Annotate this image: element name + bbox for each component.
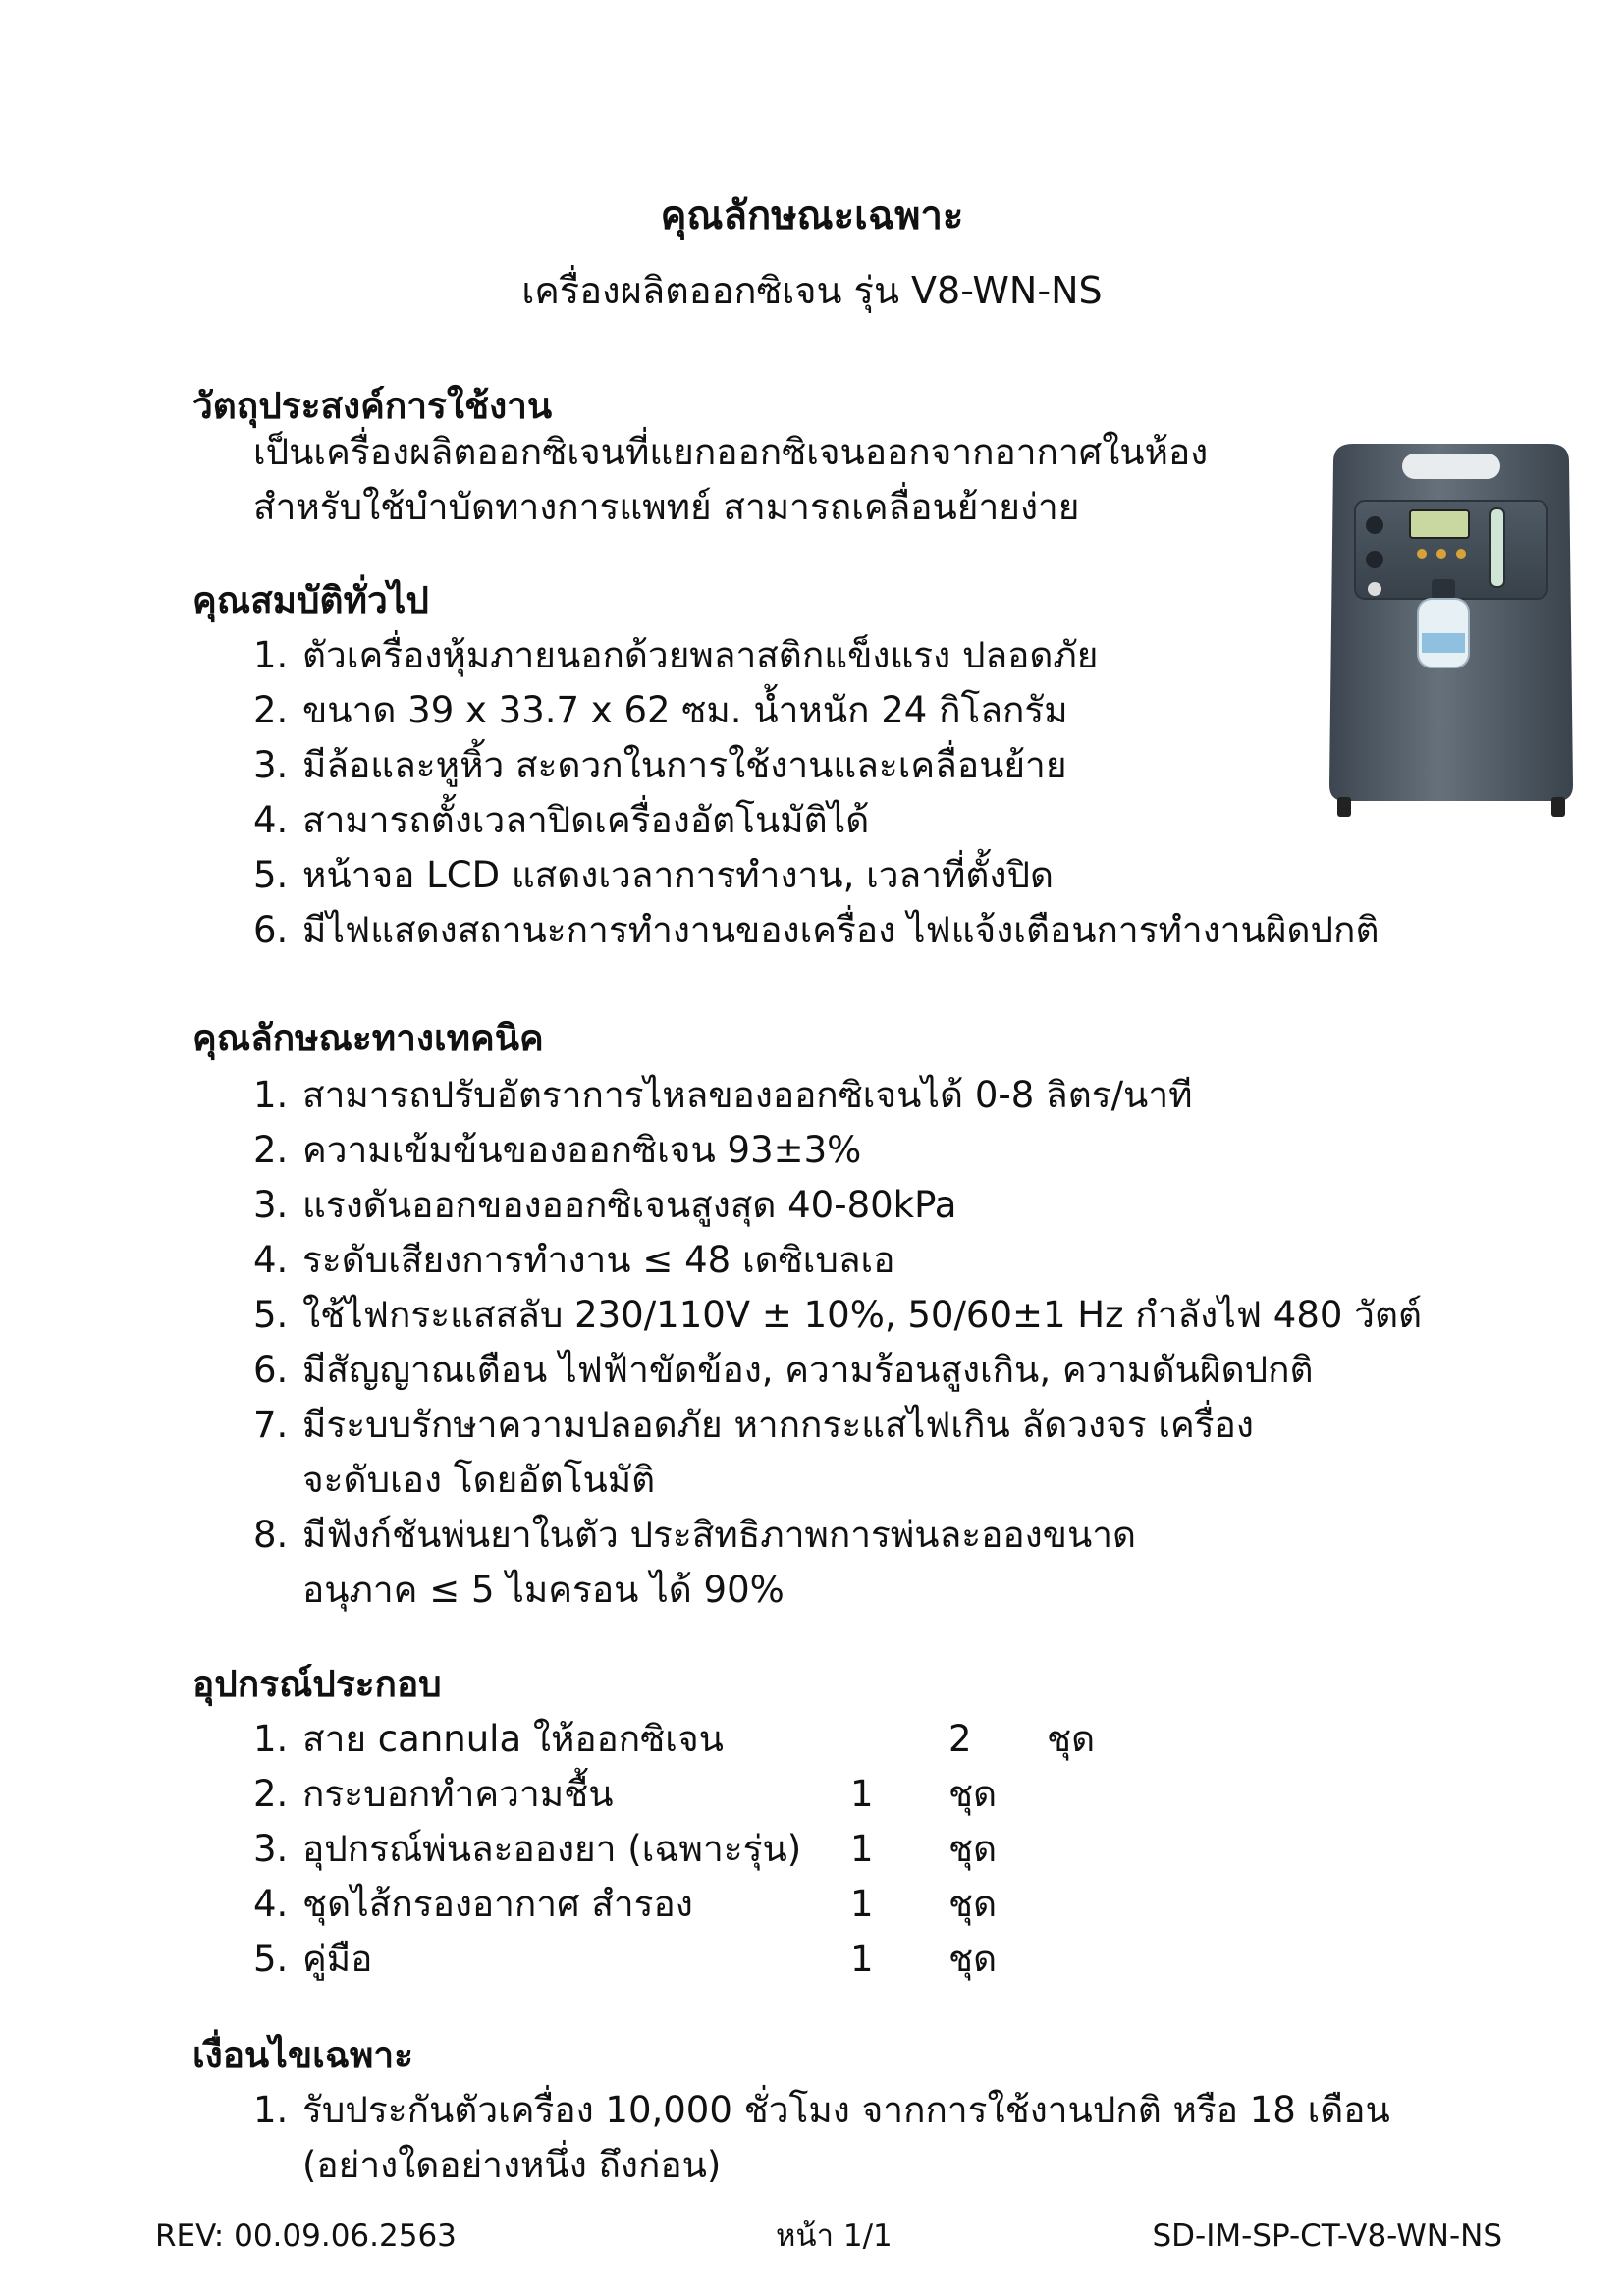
accessory-qty: 1 bbox=[850, 1773, 874, 1815]
item-text: ใช้ไฟกระแสสลับ 230/110V ± 10%, 50/60±1 Hz กำลังไฟ 480 วัตต์ bbox=[302, 1294, 1423, 1336]
document-title: คุณลักษณะเฉพาะ bbox=[660, 193, 964, 239]
item-number: 1. bbox=[253, 2089, 289, 2131]
general-heading: คุณสมบัติทั่วไป bbox=[192, 579, 429, 621]
item-number: 1. bbox=[253, 1074, 289, 1116]
accessory-name: คู่มือ bbox=[302, 1938, 373, 1980]
item-number: 4. bbox=[253, 1239, 289, 1281]
item-number: 3. bbox=[253, 1184, 289, 1226]
conditions-heading: เงื่อนไขเฉพาะ bbox=[192, 2034, 414, 2076]
item-number: 7. bbox=[253, 1404, 289, 1446]
accessory-row bbox=[253, 1822, 1137, 1877]
accessory-qty: 2 bbox=[948, 1718, 972, 1760]
accessory-row bbox=[253, 1712, 1137, 1767]
accessory-name: อุปกรณ์พ่นละอองยา (เฉพาะรุ่น) bbox=[302, 1828, 802, 1870]
general-item bbox=[253, 683, 1490, 738]
accessories-heading: อุปกรณ์ประกอบ bbox=[192, 1663, 442, 1705]
general-item bbox=[253, 628, 1490, 683]
item-text: รับประกันตัวเครื่อง 10,000 ชั่วโมง จากการใช้งานปกติ หรือ 18 เดือน (อย่างใดอย่างหนึ่ง ถึงก่อน) bbox=[302, 2089, 1390, 2186]
item-number: 5. bbox=[253, 1294, 289, 1336]
item-text: ระดับเสียงการทำงาน ≤ 48 เดซิเบลเอ bbox=[302, 1239, 895, 1281]
accessory-unit: ชุด bbox=[948, 1883, 998, 1925]
item-number: 2. bbox=[253, 1773, 289, 1815]
accessory-name: สาย cannula ให้ออกซิเจน bbox=[302, 1718, 724, 1760]
accessory-row bbox=[253, 1767, 1137, 1822]
general-item bbox=[253, 738, 1490, 793]
technical-item bbox=[253, 1123, 1490, 1178]
accessory-qty: 1 bbox=[850, 1938, 874, 1980]
document-code: SD-IM-SP-CT-V8-WN-NS bbox=[1152, 2218, 1502, 2254]
revision-label: REV: 00.09.06.2563 bbox=[155, 2218, 457, 2254]
item-number: 5. bbox=[253, 854, 289, 896]
item-text: ตัวเครื่องหุ้มภายนอกด้วยพลาสติกแข็งแรง ปลอดภัย bbox=[302, 634, 1099, 676]
condition-item bbox=[253, 2083, 1490, 2193]
accessory-unit: ชุด bbox=[1047, 1718, 1096, 1760]
accessory-name: ชุดไส้กรองอากาศ สำรอง bbox=[302, 1883, 693, 1925]
purpose-line-1: เป็นเครื่องผลิตออกซิเจนที่แยกออกซิเจนออกจากอากาศในห้อง bbox=[253, 431, 1209, 473]
item-text: มีฟังก์ชันพ่นยาในตัว ประสิทธิภาพการพ่นละอองขนาดอนุภาค ≤ 5 ไมครอน ได้ 90% bbox=[302, 1514, 1137, 1611]
general-item bbox=[253, 793, 1490, 848]
item-text: มีระบบรักษาความปลอดภัย หากกระแสไฟเกิน ลัดวงจร เครื่องจะดับเอง โดยอัตโนมัติ bbox=[302, 1404, 1254, 1501]
technical-item bbox=[253, 1233, 1490, 1288]
item-number: 3. bbox=[253, 1828, 289, 1870]
technical-item bbox=[253, 1398, 1274, 1508]
item-number: 1. bbox=[253, 1718, 289, 1760]
item-number: 2. bbox=[253, 689, 289, 731]
accessory-unit: ชุด bbox=[948, 1773, 998, 1815]
item-number: 6. bbox=[253, 909, 289, 951]
technical-item bbox=[253, 1068, 1490, 1123]
general-item bbox=[253, 848, 1490, 903]
document-subtitle: เครื่องผลิตออกซิเจน รุ่น V8-WN-NS bbox=[521, 269, 1103, 312]
accessory-unit: ชุด bbox=[948, 1938, 998, 1980]
item-text: ขนาด 39 x 33.7 x 62 ซม. น้ำหนัก 24 กิโลกรัม bbox=[302, 689, 1068, 731]
accessory-row bbox=[253, 1877, 1137, 1932]
item-number: 6. bbox=[253, 1349, 289, 1391]
item-number: 8. bbox=[253, 1514, 289, 1556]
item-text: มีล้อและหูหิ้ว สะดวกในการใช้งานและเคลื่อนย้าย bbox=[302, 744, 1067, 786]
general-item bbox=[253, 903, 1490, 958]
item-text: หน้าจอ LCD แสดงเวลาการทำงาน, เวลาที่ตั้งปิด bbox=[302, 854, 1054, 896]
item-text: ความเข้มข้นของออกซิเจน 93±3% bbox=[302, 1129, 862, 1171]
item-text: สามารถปรับอัตราการไหลของออกซิเจนได้ 0-8 ลิตร/นาที bbox=[302, 1074, 1193, 1116]
purpose-line-2: สำหรับใช้บำบัดทางการแพทย์ สามารถเคลื่อนย้ายง่าย bbox=[253, 486, 1080, 528]
item-text: มีไฟแสดงสถานะการทำงานของเครื่อง ไฟแจ้งเตือนการทำงานผิดปกติ bbox=[302, 909, 1380, 951]
technical-item bbox=[253, 1343, 1490, 1398]
purpose-heading: วัตถุประสงค์การใช้งาน bbox=[192, 385, 553, 427]
technical-item bbox=[253, 1508, 1235, 1618]
page-number: หน้า 1/1 bbox=[776, 2218, 893, 2254]
accessory-qty: 1 bbox=[850, 1883, 874, 1925]
accessory-row bbox=[253, 1932, 1137, 1987]
item-number: 3. bbox=[253, 744, 289, 786]
accessory-unit: ชุด bbox=[948, 1828, 998, 1870]
item-number: 5. bbox=[253, 1938, 289, 1980]
item-text: แรงดันออกของออกซิเจนสูงสุด 40-80kPa bbox=[302, 1184, 957, 1226]
technical-item bbox=[253, 1178, 1490, 1233]
technical-item bbox=[253, 1288, 1490, 1343]
accessory-qty: 1 bbox=[850, 1828, 874, 1870]
item-text: มีสัญญาณเตือน ไฟฟ้าขัดข้อง, ความร้อนสูงเกิน, ความดันผิดปกติ bbox=[302, 1349, 1314, 1391]
item-number: 2. bbox=[253, 1129, 289, 1171]
item-number: 4. bbox=[253, 1883, 289, 1925]
item-text: สามารถตั้งเวลาปิดเครื่องอัตโนมัติได้ bbox=[302, 799, 870, 841]
item-number: 1. bbox=[253, 634, 289, 676]
technical-heading: คุณลักษณะทางเทคนิค bbox=[192, 1017, 544, 1059]
item-number: 4. bbox=[253, 799, 289, 841]
accessory-name: กระบอกทำความชื้น bbox=[302, 1773, 614, 1815]
